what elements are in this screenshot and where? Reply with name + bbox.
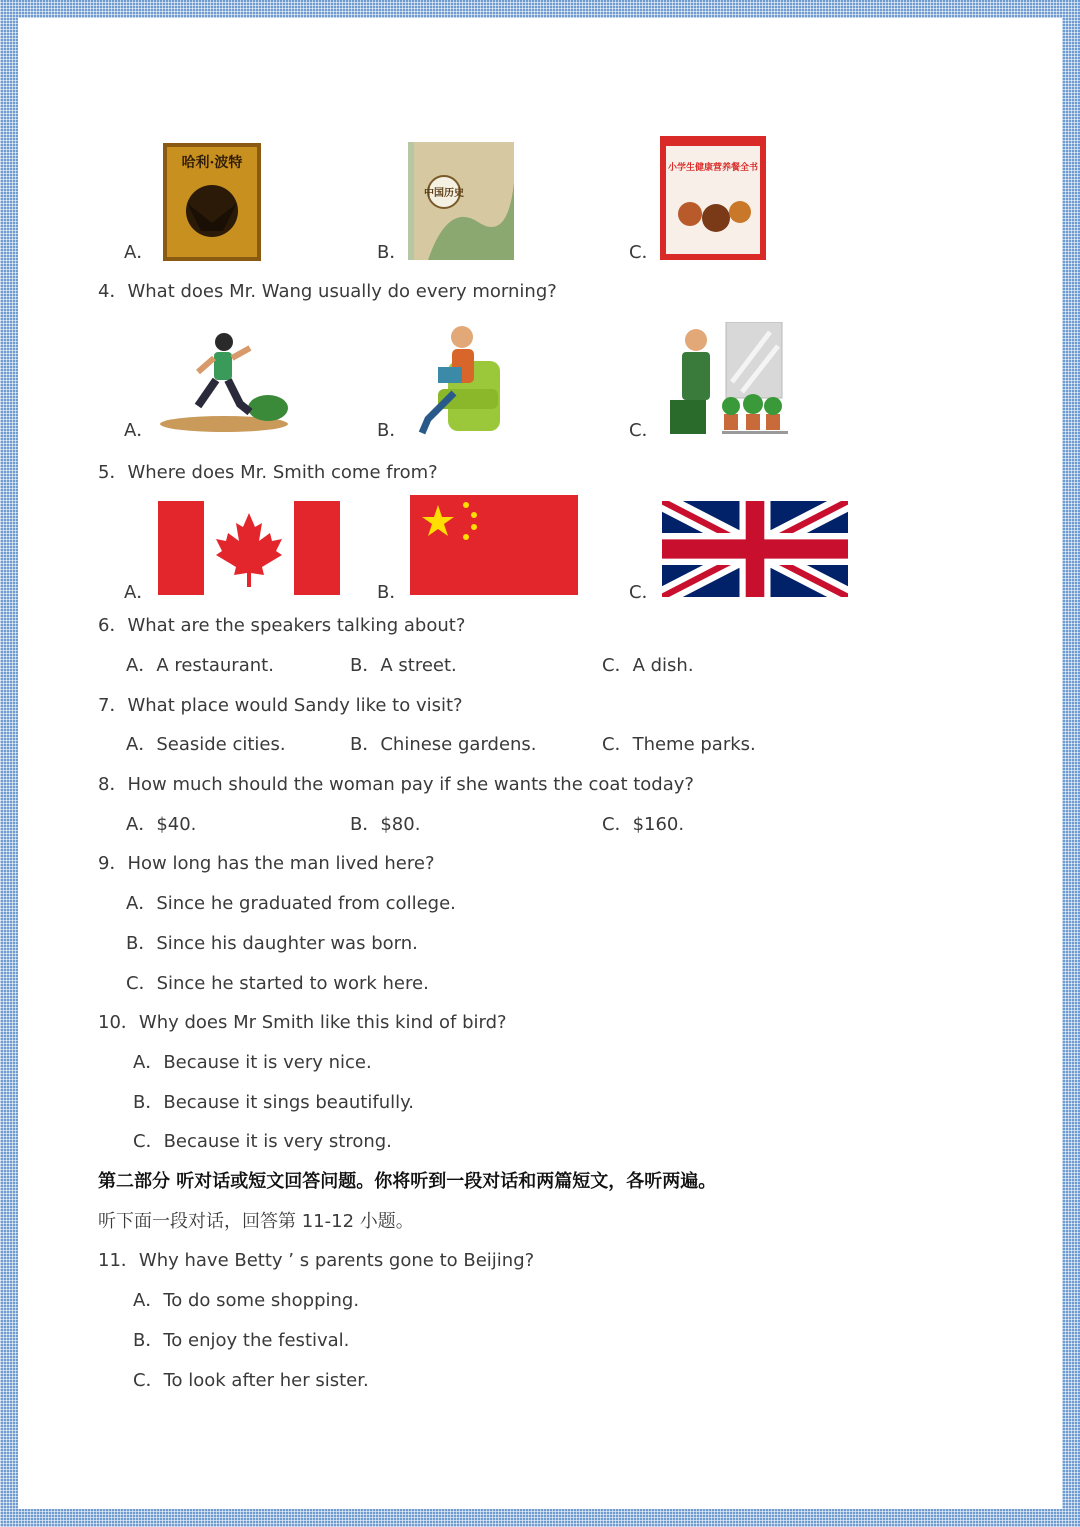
q8-option-b: B．$80.	[350, 814, 421, 835]
q4-option-c-label: C．	[629, 420, 660, 441]
q6-option-c: C．A dish.	[602, 655, 694, 676]
q11-option-a: A．To do some shopping.	[133, 1290, 360, 1311]
china-flag-icon	[410, 495, 578, 595]
q6-question: 6．What are the speakers talking about?	[98, 615, 466, 636]
q7-option-c: C．Theme parks.	[602, 734, 756, 755]
book-title-text: 中国历史	[424, 188, 464, 199]
q5-option-a-label: A．	[124, 582, 155, 603]
q4-option-b-label: B．	[377, 420, 408, 441]
q11-option-b: B．To enjoy the festival.	[133, 1330, 350, 1351]
q9-question: 9．How long has the man lived here?	[98, 853, 435, 874]
q6-option-b: B．A street.	[350, 655, 457, 676]
q3-option-a-label: A．	[124, 242, 155, 263]
q10-option-a: A．Because it is very nice.	[133, 1052, 372, 1073]
book-chinese-history-image	[408, 142, 514, 260]
q3-option-c-label: C．	[629, 242, 660, 263]
q5-option-c-label: C．	[629, 582, 660, 603]
q10-question: 10．Why does Mr Smith like this kind of bird?	[98, 1012, 507, 1033]
q8-option-c: C．$160.	[602, 814, 685, 835]
q9-option-a: A．Since he graduated from college.	[126, 893, 456, 914]
q7-option-a: A．Seaside cities.	[126, 734, 286, 755]
q11-question: 11．Why have Betty ’ s parents gone to Beijing?	[98, 1250, 535, 1271]
book-title-text: 哈利·波特	[181, 155, 243, 171]
q7-option-b: B．Chinese gardens.	[350, 734, 537, 755]
q7-question: 7．What place would Sandy like to visit?	[98, 695, 463, 716]
q6-option-a: A．A restaurant.	[126, 655, 274, 676]
q4-question: 4．What does Mr. Wang usually do every morning?	[98, 281, 557, 302]
exam-page	[18, 18, 1062, 1509]
q11-option-c: C．To look after her sister.	[133, 1370, 369, 1391]
q10-option-c: C．Because it is very strong.	[133, 1131, 392, 1152]
q4-option-a-label: A．	[124, 420, 155, 441]
watering-plants-icon	[666, 322, 790, 436]
part2-instruction: 听下面一段对话，回答第 11-12 小题。	[98, 1211, 414, 1232]
running-man-icon	[158, 328, 292, 434]
q10-option-b: B．Because it sings beautifully.	[133, 1092, 414, 1113]
canada-flag-icon	[158, 501, 340, 595]
part2-heading: 第二部分 听对话或短文回答问题。你将听到一段对话和两篇短文，各听两遍。	[98, 1171, 717, 1192]
q8-question: 8．How much should the woman pay if she wants the coat today?	[98, 774, 694, 795]
book-nutrition-image	[660, 136, 766, 260]
q9-option-b: B．Since his daughter was born.	[126, 933, 418, 954]
book-harry-potter-image	[163, 143, 261, 261]
q5-question: 5．Where does Mr. Smith come from?	[98, 462, 438, 483]
q3-option-b-label: B．	[377, 242, 408, 263]
q8-option-a: A．$40.	[126, 814, 197, 835]
reading-man-icon	[408, 323, 504, 437]
book-title-text: 小学生健康营养餐全书	[667, 163, 759, 173]
q9-option-c: C．Since he started to work here.	[126, 973, 429, 994]
q5-option-b-label: B．	[377, 582, 408, 603]
uk-flag-icon	[662, 501, 848, 597]
